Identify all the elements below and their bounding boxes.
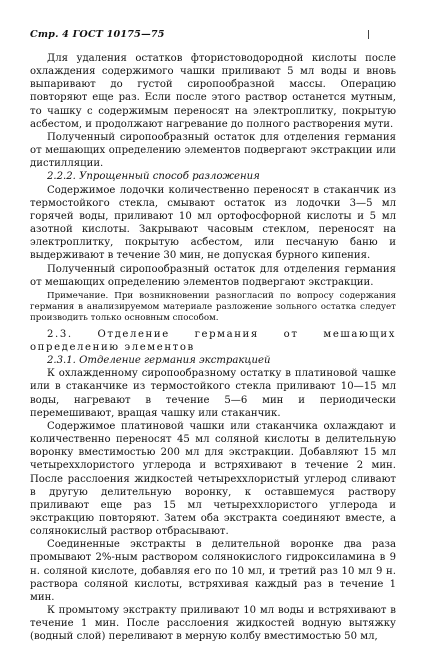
paragraph: Полученный сиропообразный остаток для отделения германия от мешающих определению элементов подвергают экстракции. [30,263,396,288]
paragraph: Соединенные экстракты в делительной воронке два раза промывают 2%-ным раствором солянокислого гидроксиламина в 9 н. соляной кислоте, добавляя его по 10 мл, и третий раз 10 мл 9 н. раствора соляной кислоты, встряхивая каждый раз в течение 1 мин. [30,539,396,603]
paragraph: Для удаления остатков фтористоводородной кислоты после охлаждения содержимого чашки приливают 5 мл воды и вновь выпаривают до густой сиропообразной массы. Операцию повторяют еще раз. Если после этого раствор останется мутным, то чашку с содержимым переносят на электроплитку, покрытую асбестом, и продолжают нагревание до полного растворения мути. [30,53,396,130]
margin-mark [368,30,369,39]
section-heading-2-3-1: 2.3.1. Отделение германия экстракцией [47,355,271,367]
body-text [30,52,396,644]
paragraph: К охлажденному сиропообразному остатку в платиновой чашке или в стаканчике из термостойкого стекла приливают 10—15 мл воды, нагревают в течение 5—6 мин и периодически перемешивают, вращая чашку или стаканчик. [30,368,396,419]
paragraph: Содержимое платиновой чашки или стаканчика охлаждают и количественно переносят 45 мл соляной кислоты в делительную воронку вместимостью 200 мл для экстракции. Добавляют 15 мл четыреххлористого углерода и встряхивают в течение 2 мин. После расслоения жидкостей четыреххлористый углерод сливают в другую делительную воронку, к оставшемуся раствору приливают еще раз 15 мл четыреххлористого углерода и экстракцию повторяют. Затем оба экстракта соединяют вместе, а солянокислый раствор отбрасывают. [30,420,396,538]
paragraph: К промытому экстракту приливают 10 мл воды и встряхивают в течение 1 мин. После расслоения жидкостей водную вытяжку (водный слой) переливают в мерную колбу вместимостью 50 мл, [30,605,396,643]
paragraph: Полученный сиропообразный остаток для отделения германия от мешающих определению элементов подвергают экстракции или дистилляции. [30,131,396,170]
note: Примечание. При возникновении разногласий по вопросу содержания германия в анализируемом материале разложение зольного остатка следует производить только основным способом. [30,290,396,323]
section-heading-2-2-2: 2.2.2. Упрощенный способ разложения [47,171,260,183]
page-header: Стр. 4 ГОСТ 10175—75 [30,29,165,40]
paragraph: Содержимое лодочки количественно переносят в стаканчик из термостойкого стекла, смывают остаток из лодочки 3—5 мл горячей воды, приливают 10 мл ортофосфорной кислоты и 5 мл азотной кислоты. Закрывают часовым стеклом, переносят на электроплитку, покрытую асбестом, или песчаную баню и выдерживают в течение 30 мин, не допуская бурного кипения. [30,184,396,262]
section-heading-2-3: 2.3. Отделение германия от мешающих определению элементов [30,328,396,353]
